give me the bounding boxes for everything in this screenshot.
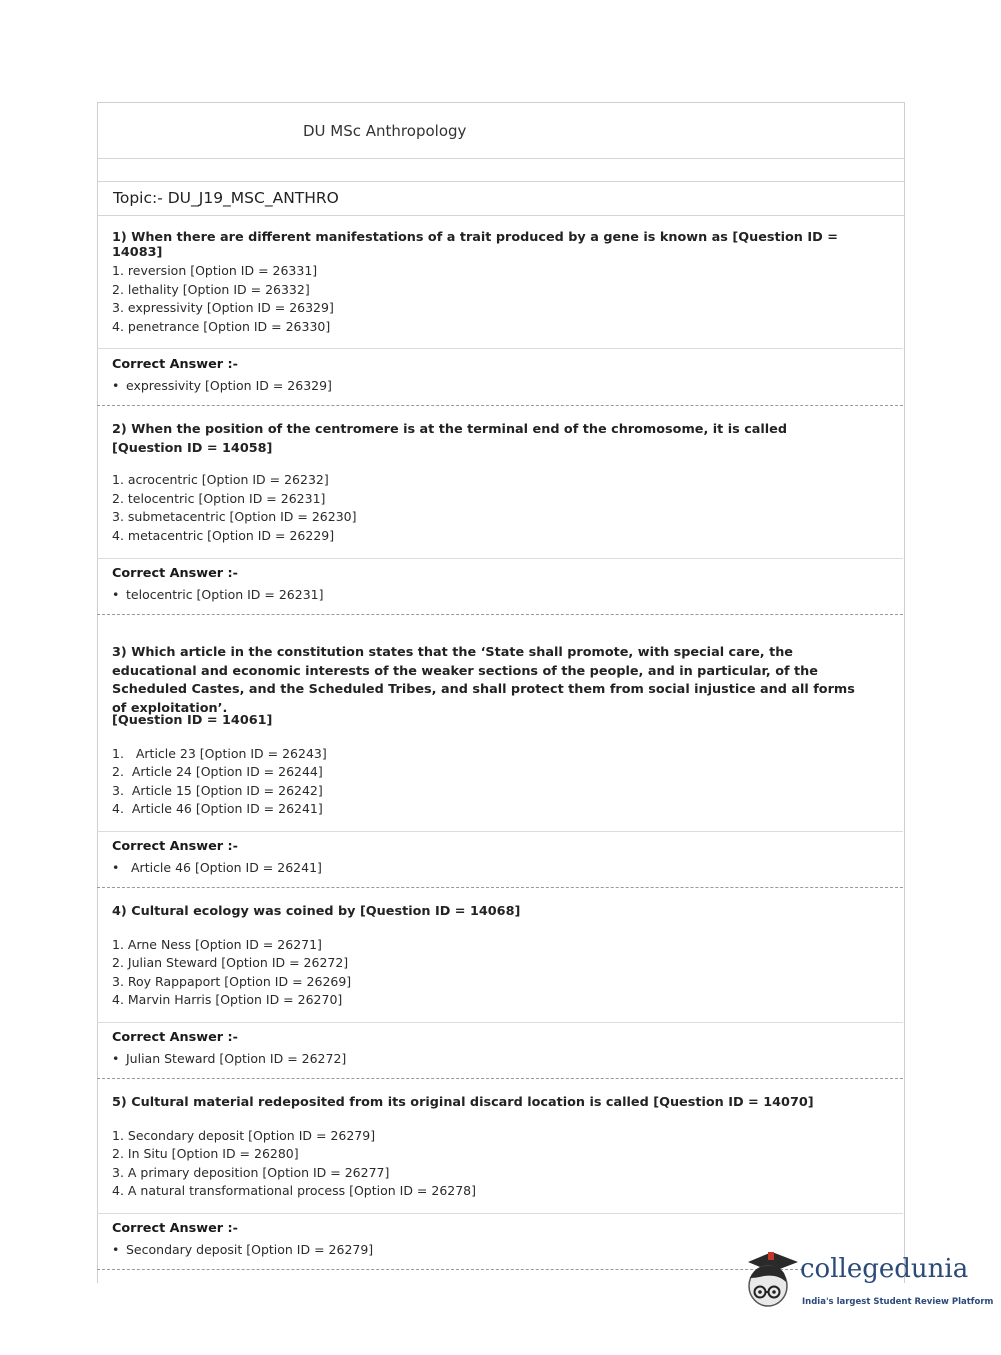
correct-answer-label: Correct Answer :- <box>112 566 238 581</box>
option-item: 1. reversion [Option ID = 26331] <box>112 263 318 278</box>
option-item: 4. penetrance [Option ID = 26330] <box>112 319 331 334</box>
divider <box>97 887 903 888</box>
logo-wordmark: collegedunia <box>800 1254 969 1284</box>
divider <box>97 614 903 615</box>
option-item: 1. Arne Ness [Option ID = 26271] <box>112 937 322 952</box>
topic-label: Topic:- DU_J19_MSC_ANTHRO <box>113 189 339 207</box>
option-item: 3. Article 15 [Option ID = 26242] <box>112 783 323 798</box>
question-id: [Question ID = 14061] <box>112 713 273 728</box>
option-item: 3. A primary deposition [Option ID = 26277] <box>112 1165 390 1180</box>
questions-area <box>97 0 903 1355</box>
option-item: 4. Article 46 [Option ID = 26241] <box>112 801 323 816</box>
correct-answer-label: Correct Answer :- <box>112 357 238 372</box>
correct-answer: • Article 46 [Option ID = 26241] <box>112 860 322 875</box>
collegedunia-logo[interactable] <box>742 1248 994 1318</box>
option-item: 3. submetacentric [Option ID = 26230] <box>112 509 357 524</box>
correct-answer: • Secondary deposit [Option ID = 26279] <box>112 1242 374 1257</box>
divider <box>97 405 903 406</box>
option-item: 1. Article 23 [Option ID = 26243] <box>112 746 327 761</box>
option-item: 2. Julian Steward [Option ID = 26272] <box>112 955 349 970</box>
page-title: DU MSc Anthropology <box>303 122 467 140</box>
logo-tagline: India's largest Student Review Platform <box>802 1297 994 1307</box>
question-text: 1) When there are different manifestations of a trait produced by a gene is known as [Question ID = 14083] <box>112 230 838 260</box>
correct-answer-label: Correct Answer :- <box>112 1030 238 1045</box>
option-item: 1. Secondary deposit [Option ID = 26279] <box>112 1128 376 1143</box>
divider <box>97 1269 803 1270</box>
divider <box>97 1078 903 1079</box>
question-text: 5) Cultural material redeposited from its original discard location is called [Question ID = 14070] <box>112 1095 814 1110</box>
correct-answer: • expressivity [Option ID = 26329] <box>112 378 332 393</box>
option-item: 4. A natural transformational process [Option ID = 26278] <box>112 1183 477 1198</box>
option-item: 3. Roy Rappaport [Option ID = 26269] <box>112 974 352 989</box>
option-item: 3. expressivity [Option ID = 26329] <box>112 300 334 315</box>
question-text: 4) Cultural ecology was coined by [Question ID = 14068] <box>112 904 521 919</box>
mascot-icon <box>742 1248 800 1318</box>
option-item: 2. telocentric [Option ID = 26231] <box>112 491 326 506</box>
option-item: 1. acrocentric [Option ID = 26232] <box>112 472 329 487</box>
correct-answer: • Julian Steward [Option ID = 26272] <box>112 1051 347 1066</box>
divider <box>97 831 903 832</box>
correct-answer-label: Correct Answer :- <box>112 1221 238 1236</box>
option-item: 4. Marvin Harris [Option ID = 26270] <box>112 992 343 1007</box>
option-item: 2. In Situ [Option ID = 26280] <box>112 1146 299 1161</box>
divider <box>97 1022 903 1023</box>
option-item: 4. metacentric [Option ID = 26229] <box>112 528 335 543</box>
option-item: 2. lethality [Option ID = 26332] <box>112 282 310 297</box>
option-item: 2. Article 24 [Option ID = 26244] <box>112 764 323 779</box>
correct-answer-label: Correct Answer :- <box>112 839 238 854</box>
divider <box>97 1213 903 1214</box>
question-text: 2) When the position of the centromere is at the terminal end of the chromosome, it is called [Question ID = 14058] <box>112 422 788 456</box>
question-text: 3) Which article in the constitution states that the ‘State shall promote, with special care, the educational and economic interests of the weaker sections of the people, and in particular, of the Scheduled Castes, and the Scheduled Tribes, and shall protect them from social injustice and all forms of exploitation’. <box>112 645 855 716</box>
correct-answer: • telocentric [Option ID = 26231] <box>112 587 324 602</box>
divider <box>97 558 903 559</box>
divider <box>97 348 903 349</box>
